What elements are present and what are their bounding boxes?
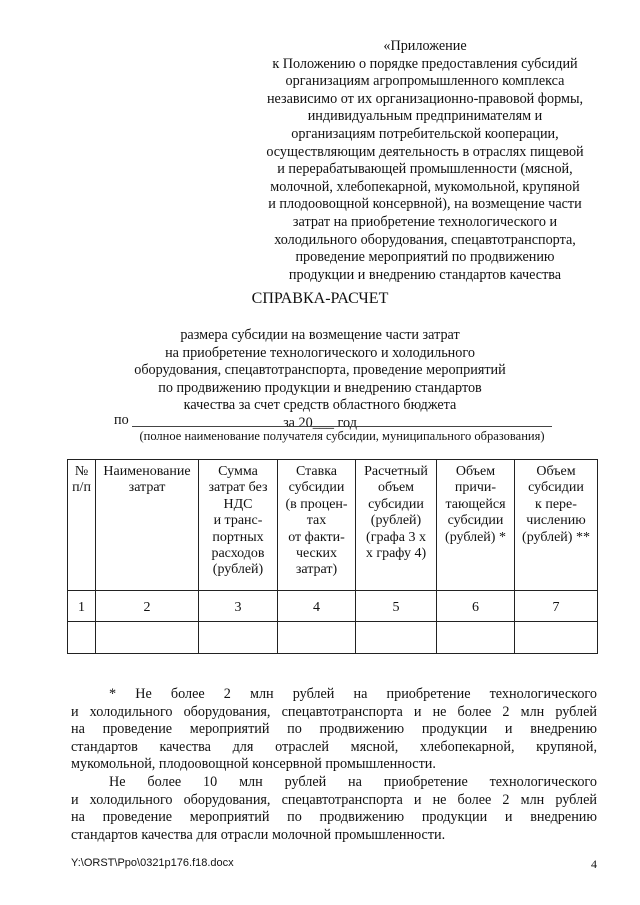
- table-cell: [96, 622, 199, 654]
- header-cell-subsidy-rate: Ставка субсидии (в процен- тах от факти- ческих затрат): [278, 460, 356, 591]
- column-number-cell: 3: [199, 591, 278, 622]
- page-number: 4: [591, 857, 597, 871]
- header-cell-calculated-subsidy: Расчетный объем субсидии (рублей) (графа 3 х х графу 4): [356, 460, 437, 591]
- appendix-line: и плодоовощной консервной), на возмещение части: [268, 196, 582, 213]
- appendix-line: к Положению о порядке предоставления субсидий: [272, 55, 578, 72]
- header-cell-cost-amount: Сумма затрат без НДС и транс- портных расходов (рублей): [199, 460, 278, 591]
- header-cell-transfer-subsidy: Объем субсидии к пере- числению (рублей) **: [515, 460, 598, 591]
- appendix-line: холодильного оборудования, спецавтотранспорта,: [274, 231, 576, 248]
- header-cell-number: № п/п: [68, 460, 96, 591]
- appendix-line: продукции и внедрению стандартов качества: [288, 266, 562, 283]
- header-cell-cost-name: Наименование затрат: [96, 460, 199, 591]
- footnote-line: и холодильного оборудования, спецавтотранспорта и не более 2 млн рублей: [71, 703, 597, 720]
- footnote-1: [71, 686, 597, 774]
- recipient-prefix: по: [114, 412, 129, 428]
- appendix-line: «Приложение: [383, 38, 467, 54]
- appendix-line: независимо от их организационно-правовой формы,: [266, 90, 584, 107]
- column-number-cell: 5: [356, 591, 437, 622]
- appendix-line: затрат на приобретение технологического и: [292, 213, 558, 230]
- header-cell-due-subsidy: Объем причи- тающейся субсидии (рублей) *: [437, 460, 515, 591]
- footnote-2: [71, 774, 597, 844]
- table-cell: [199, 622, 278, 654]
- table-cell: [437, 622, 515, 654]
- table-cell: [278, 622, 356, 654]
- footnote-line: на проведение мероприятий по продвижению продукции и внедрению: [71, 721, 597, 738]
- appendix-line: организациям агропромышленного комплекса: [285, 73, 565, 90]
- footnote-line: на проведение мероприятий по продвижению продукции и внедрению: [71, 809, 597, 826]
- appendix-block: [230, 38, 620, 284]
- document-title: СПРАВКА-РАСЧЕТ: [251, 290, 389, 307]
- subtitle-line: размера субсидии на возмещение части затрат: [180, 327, 460, 343]
- footnotes: [71, 686, 597, 844]
- subtitle-line: по продвижению продукции и внедрению стандартов: [158, 379, 482, 396]
- footnote-line: и холодильного оборудования, спецавтотранспорта и не более 2 млн рублей: [71, 791, 597, 808]
- subtitle-line: оборудования, спецавтотранспорта, проведение мероприятий: [134, 362, 506, 379]
- footnote-line: стандартов качества для отрасли молочной промышленности.: [71, 826, 446, 843]
- appendix-line: и перерабатывающей промышленности (мясной,: [277, 161, 573, 178]
- column-number-cell: 6: [437, 591, 515, 622]
- subtitle-line: на приобретение технологического и холодильного: [165, 344, 475, 361]
- table-cell: [515, 622, 598, 654]
- footnote-line: мукомольной, плодоовощной консервной промышленности.: [71, 756, 436, 773]
- column-number-cell: 2: [96, 591, 199, 622]
- file-path: Y:\ORST\Ppo\0321p176.f18.docx: [71, 857, 234, 869]
- column-number-cell: 1: [68, 591, 96, 622]
- table-column-number-row: [68, 591, 598, 622]
- footnote-line: * Не более 2 млн рублей на приобретение технологического: [109, 686, 597, 702]
- table-cell: [356, 622, 437, 654]
- column-number-cell: 4: [278, 591, 356, 622]
- appendix-line: индивидуальным предпринимателям и: [307, 108, 543, 125]
- appendix-line: организациям потребительской кооперации,: [291, 125, 559, 142]
- table-row: [68, 622, 598, 654]
- subtitle-line: за 20___ год: [283, 414, 357, 431]
- appendix-line: проведение мероприятий по продвижению: [295, 249, 555, 266]
- table-header-row: [68, 460, 598, 591]
- subtitle-line: качества за счет средств областного бюджета: [183, 397, 457, 414]
- appendix-line: осуществляющим деятельность в отраслях пищевой: [266, 143, 584, 160]
- footnote-line: стандартов качества для отраслей мясной, хлебопекарной, крупяной,: [71, 738, 597, 755]
- document-subtitle: [0, 307, 640, 433]
- calculation-table: [67, 459, 598, 654]
- recipient-caption: (полное наименование получателя субсидии, муниципального образования): [139, 429, 545, 443]
- footnote-line: Не более 10 млн рублей на приобретение технологического: [109, 773, 597, 790]
- recipient-blank-line: [132, 426, 552, 427]
- appendix-line: молочной, хлебопекарной, мукомольной, крупяной: [270, 178, 580, 195]
- column-number-cell: 7: [515, 591, 598, 622]
- table-cell: [68, 622, 96, 654]
